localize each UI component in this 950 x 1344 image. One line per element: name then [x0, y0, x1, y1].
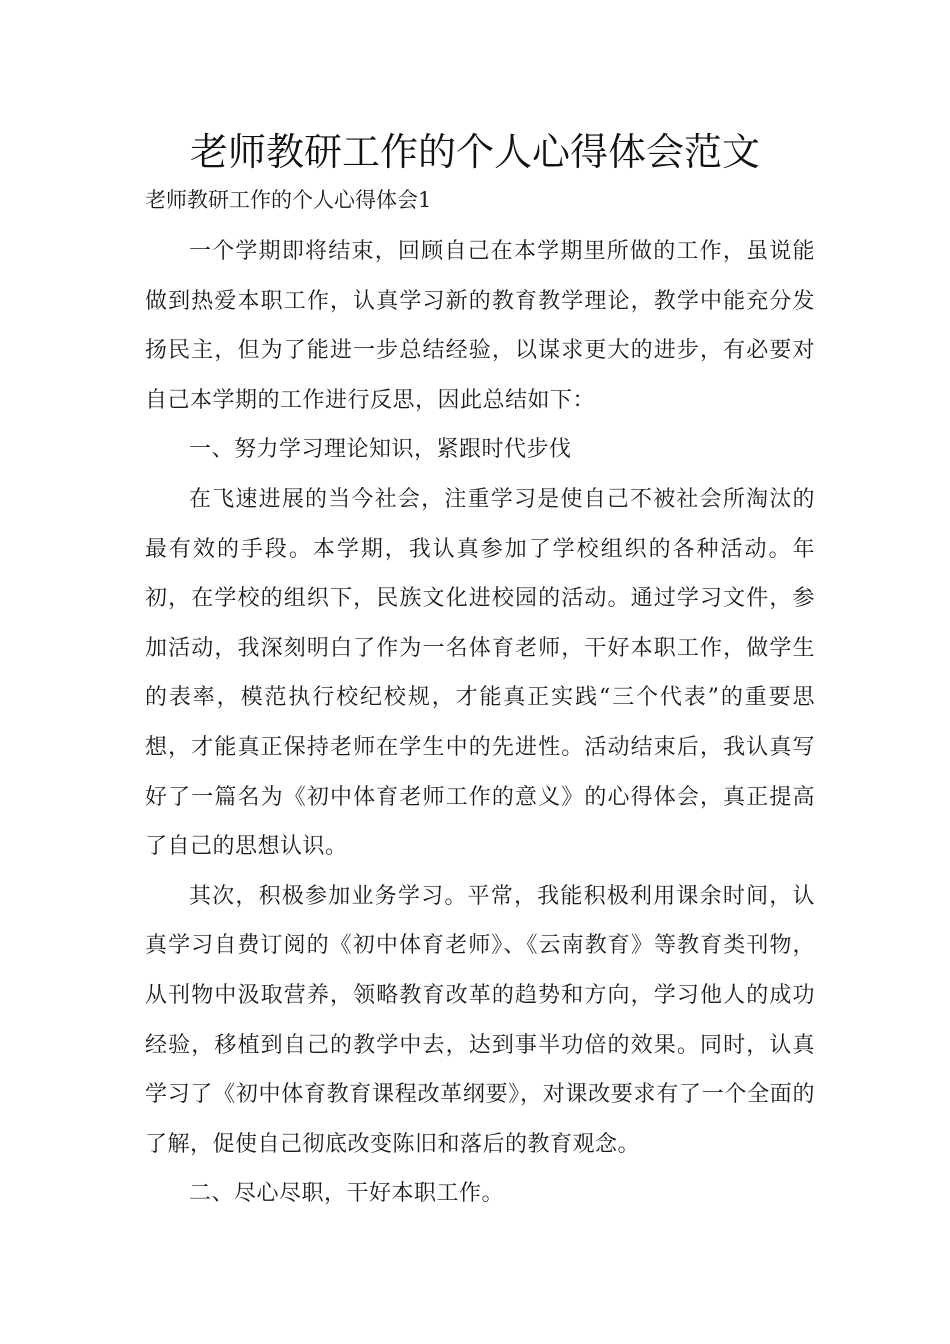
document-title: 老师教研工作的个人心得体会范文 [189, 130, 760, 174]
paragraph-intro: 一个学期即将结束，回顾自己在本学期里所做的工作，虽说能做到热爱本职工作，认真学习新的教育教学理论，教学中能充分发扬民主，但为了能进一步总结经验，以谋求更大的进步，有必要对自己本学期的工作进行反思，因此总结如下： [145, 239, 815, 413]
section-heading-1: 一、努力学习理论知识，紧跟时代步伐 [189, 437, 572, 463]
document-subtitle: 老师教研工作的个人心得体会1 [145, 188, 432, 212]
paragraph-business-study: 其次，积极参加业务学习。平常，我能积极利用课余时间，认真学习自费订阅的《初中体育老师》、《云南教育》等教育类刊物，从刊物中汲取营养，领略教育改革的趋势和方向，学习他人的成功经验，移植到自己的教学中去，达到事半功倍的效果。同时，认真学习了《初中体育教育课程改革纲要》，对课改要求有了一个全面的了解，促使自己彻底改变陈旧和落后的教育观念。 [145, 883, 815, 1157]
document-body [145, 227, 815, 1219]
paragraph-study: 在飞速进展的当今社会，注重学习是使自己不被社会所淘汰的最有效的手段。本学期，我认真参加了学校组织的各种活动。年初，在学校的组织下，民族文化进校园的活动。通过学习文件，参加活动，我深刻明白了作为一名体育老师，干好本职工作，做学生的表率，模范执行校纪校规，才能真正实践“三个代表”的重要思想，才能真正保持老师在学生中的先进性。活动结束后，我认真写好了一篇名为《初中体育老师工作的意义》的心得体会，真正提高了自己的思想认识。 [145, 486, 815, 860]
section-heading-2: 二、尽心尽职，干好本职工作。 [189, 1181, 505, 1207]
